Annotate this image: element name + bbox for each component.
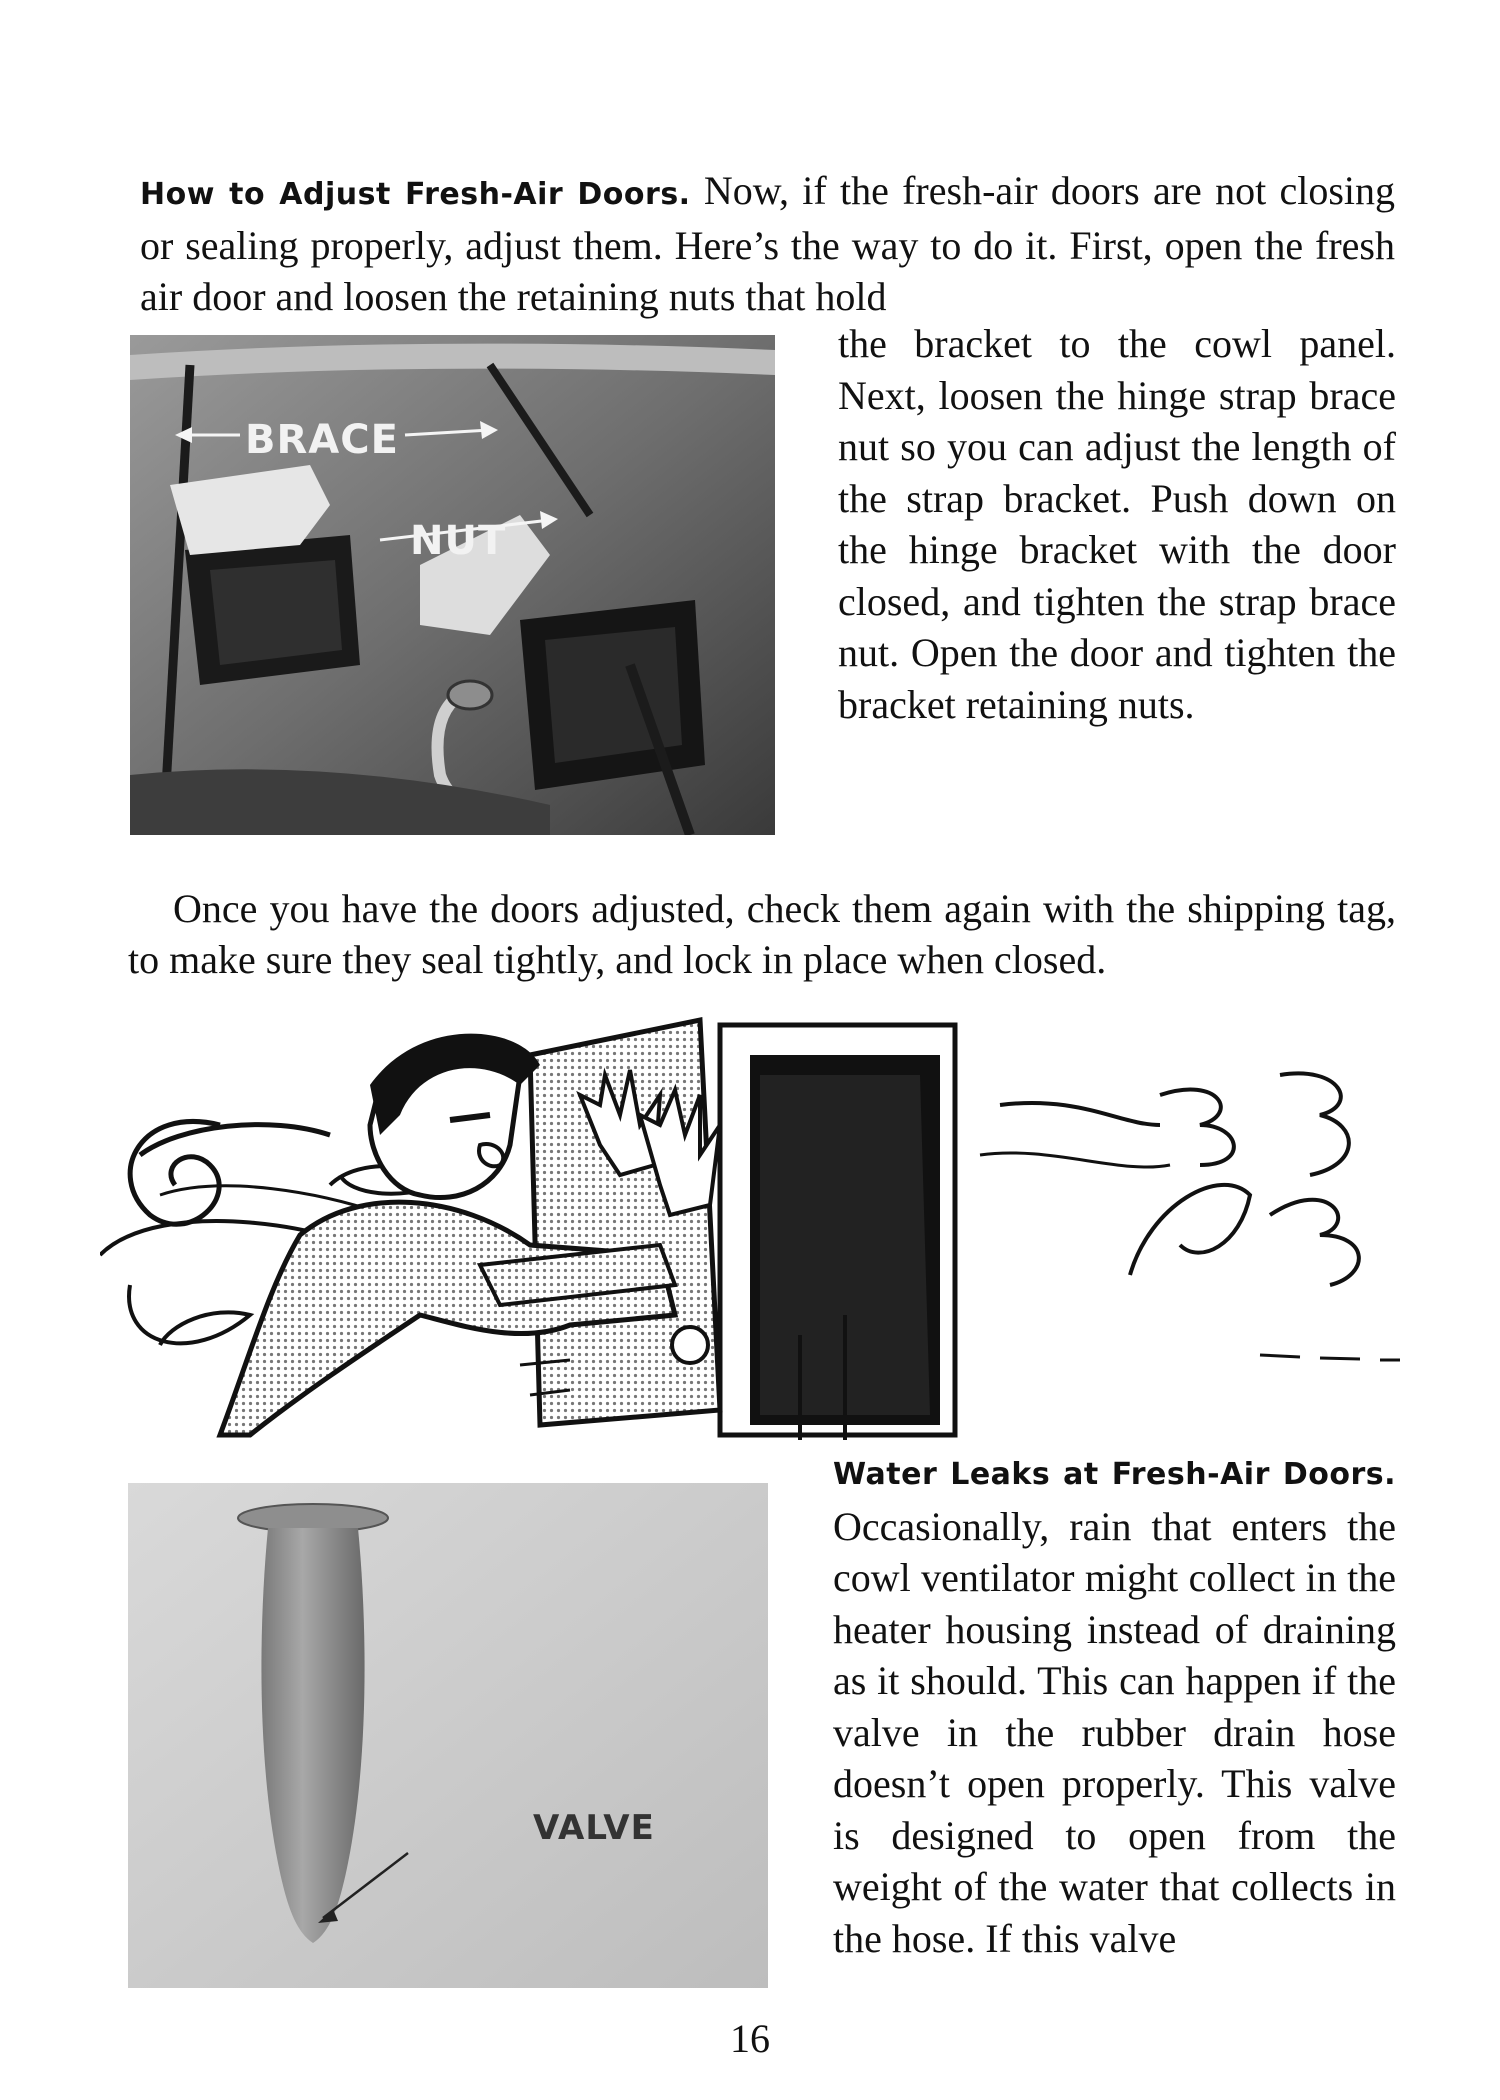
photo-valve-image xyxy=(128,1483,768,1988)
page-number: 16 xyxy=(730,2016,770,2061)
intro-text: Now, if the fresh-air doors are not closing or sealing properly, adjust them. Here’s the way to do it. First, open the fresh air door and loosen the retaining nuts that hold xyxy=(140,168,1395,319)
section-heading-adjust-doors: How to Adjust Fresh-Air Doors. xyxy=(140,177,691,212)
cartoon-man-closing-door xyxy=(100,1015,1500,1440)
nut-label: NUT xyxy=(410,518,507,564)
adjust-steps-body: the bracket to the cowl panel. Next, loosen the hinge strap brace nut so you can adjust the length of the strap bracket. Push down on the hinge bracket with the door closed, and tighten the strap brace nut. Open the door and tighten the bracket retaining nuts. xyxy=(838,321,1396,727)
water-leaks-text: Occasionally, rain that enters the cowl ventilator might collect in the heater housing instead of draining as it should. This can happen if the valve in the rubber drain hose doesn’t open properly. This valve is designed to open from the weight of the water that collects in the hose. If this valve xyxy=(833,1503,1396,1961)
section-heading-water-leaks: Water Leaks at Fresh-Air Doors. xyxy=(833,1457,1396,1492)
photo-drain-hose-valve xyxy=(128,1483,768,1988)
water-leaks-paragraph xyxy=(833,1445,1396,2005)
brace-label: BRACE xyxy=(245,417,399,463)
fresh-air-doors-intro xyxy=(140,165,1395,325)
valve-label: VALVE xyxy=(533,1808,655,1848)
check-doors-text: Once you have the doors adjusted, check them again with the shipping tag, to make sure they seal tightly, and lock in place when closed. xyxy=(128,886,1396,982)
photo-fresh-air-door-brace xyxy=(130,335,775,835)
check-doors-paragraph xyxy=(128,883,1396,993)
photo-brace-image xyxy=(130,335,775,835)
cartoon-illustration xyxy=(100,1015,1500,1440)
adjust-steps-text xyxy=(838,318,1396,778)
